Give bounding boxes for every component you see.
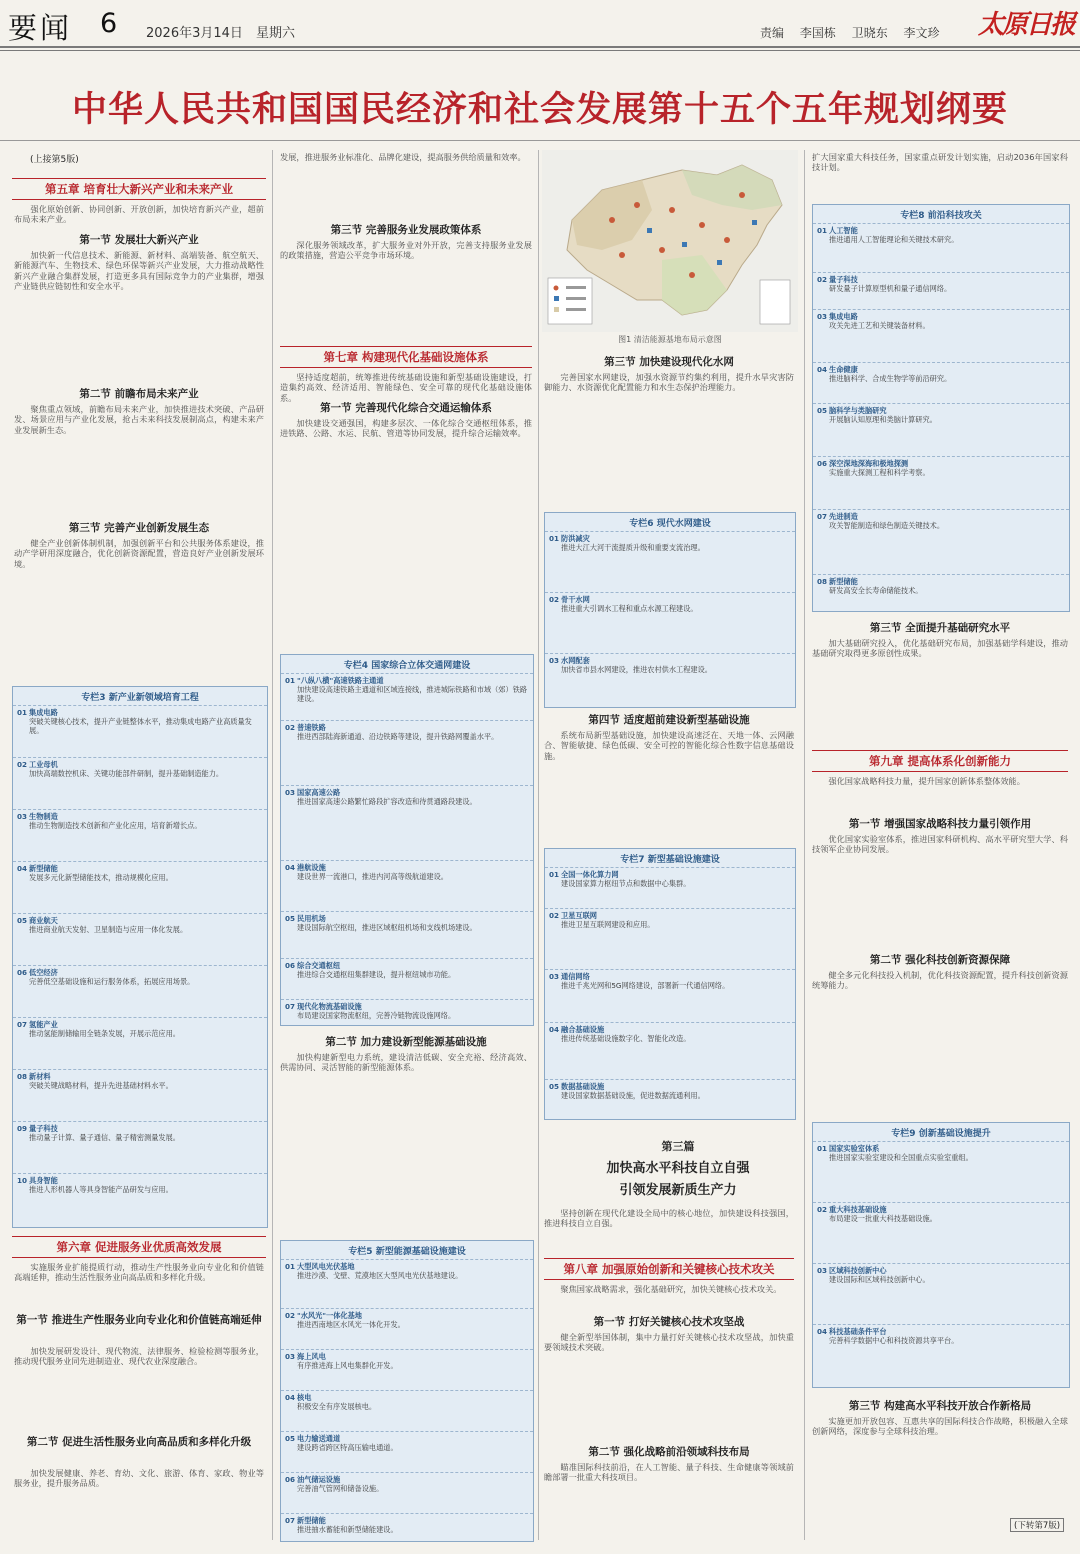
box-title: 专栏8 前沿科技攻关 [900,211,982,221]
chapter-title: 第九章 提高体系化创新能力 [812,750,1068,772]
box-title: 专栏6 现代水网建设 [629,519,711,529]
chapter-title: 第七章 构建现代化基础设施体系 [280,346,532,368]
item-name: 科技基础条件平台 [829,1327,887,1336]
item-text: 推进脑科学、合成生物学等前沿研究。 [829,374,952,383]
box-title: 专栏7 新型基础设施建设 [620,855,720,865]
item-name: "八纵八横"高速铁路主通道 [297,676,384,685]
item-text: 推进国家高速公路繁忙路段扩容改造和待贯通路段建设。 [297,797,477,806]
item-text: 推进沙漠、戈壁、荒漠地区大型风电光伏基地建设。 [297,1271,463,1280]
item-name: 普速铁路 [297,723,326,732]
chapter-intro: 强化国家战略科技力量，提升国家创新体系整体效能。 [828,776,1025,786]
item-number: 06 [17,968,28,977]
item-name: 量子科技 [29,1124,58,1133]
box-item [813,272,1069,309]
item-name: 国家实验室体系 [829,1144,880,1153]
editor-name: 李国栋 [799,26,836,40]
item-text: 推进重大引调水工程和重点水源工程建设。 [561,604,698,613]
item-name: 海上风电 [297,1352,326,1361]
box-item [13,861,267,913]
item-name: 新材料 [29,1072,51,1081]
item-number: 01 [817,226,828,235]
section-title: 第四节 适度超前建设新型基础设施 [588,714,750,726]
item-name: 电力输送通道 [297,1434,341,1443]
section-title: 第二节 前瞻布局未来产业 [79,388,199,400]
china-map-figure [542,150,798,332]
item-number: 02 [17,760,28,769]
item-text: 推进人形机器人等具身智能产品研发与应用。 [29,1185,173,1194]
item-text: 推动量子计算、量子通信、量子精密测量发展。 [29,1133,180,1142]
item-name: 通信网络 [561,972,590,981]
item-text: 攻关智能制造和绿色制造关键技术。 [829,521,945,530]
part-intro: 坚持创新在现代化建设全局中的核心地位，加快建设科技强国，推进科技自立自强。 [544,1208,794,1229]
part-title-line: 加快高水平科技自立自强 [606,1161,750,1176]
section-title: 第三节 全面提升基础研究水平 [869,622,1011,634]
item-text: 加快建设高速铁路主通道和区域连接线，推进城际铁路和市域（郊）铁路建设。 [297,685,528,703]
body-paragraph: 健全新型举国体制，集中力量打好关键核心技术攻坚战，加快重要领域技术突破。 [544,1332,794,1353]
editors [760,24,952,41]
feature-box [280,654,534,1026]
item-name: 深空深地深海和极地探测 [829,459,909,468]
item-text: 加快高端数控机床、关键功能部件研制，提升基础制造能力。 [29,769,224,778]
section-title: 第三节 加快建设现代化水网 [604,356,734,368]
body-paragraph: 发展，推进服务业标准化、品牌化建设，提高服务供给质量和效率。 [280,152,526,162]
item-number: 01 [817,1144,828,1153]
item-text: 有序推进海上风电集群化开发。 [297,1361,398,1370]
item-number: 05 [285,1434,296,1443]
part-number: 第三篇 [661,1140,695,1153]
body-paragraph: 加快发展研发设计、现代物流、法律服务、检验检测等服务业，推动现代服务业同先进制造业、现代农业深度融合。 [14,1346,264,1367]
section-title: 第三节 完善服务业发展政策体系 [330,224,482,236]
chapter-title: 第五章 培育壮大新兴产业和未来产业 [12,178,266,200]
editor-name: 李文珍 [903,26,940,40]
section-title: 第一节 发展壮大新兴产业 [79,234,199,246]
item-number: 02 [549,595,560,604]
box-list [13,705,267,1225]
item-text: 推进西南地区水风光一体化开发。 [297,1320,405,1329]
box-item [813,1141,1069,1202]
item-number: 01 [17,708,28,717]
item-name: 脑科学与类脑研究 [829,406,887,415]
box-item [545,908,795,969]
box-item [545,653,795,714]
page-headline: 中华人民共和国国民经济和社会发展第十五个五年规划纲要 [71,90,1008,130]
section-title: 第一节 完善现代化综合交通运输体系 [320,402,492,414]
box-item [813,1202,1069,1263]
item-text: 建设世界一流港口，推进内河高等级航道建设。 [297,872,448,881]
item-number: 01 [285,676,296,685]
item-number: 02 [817,275,828,284]
box-item [13,965,267,1017]
item-text: 推进卫星互联网建设和应用。 [561,920,655,929]
masthead [0,0,1080,46]
body-paragraph: 扩大国家重大科技任务，国家重点研发计划实施，启动2036年国家科技计划。 [812,152,1068,173]
editor-name: 卫晓东 [851,26,888,40]
item-number: 08 [17,1072,28,1081]
item-name: 现代化物流基础设施 [297,1002,362,1011]
box-item [13,1121,267,1173]
item-number: 02 [549,911,560,920]
item-number: 02 [285,723,296,732]
item-name: 新型储能 [829,577,858,586]
item-number: 04 [17,864,28,873]
item-name: 卫星互联网 [561,911,597,920]
body-paragraph: 加快构建新型电力系统，建设清洁低碳、安全充裕、经济高效、供需协同、灵活智能的新型能源体系。 [280,1052,532,1073]
item-name: 人工智能 [829,226,858,235]
box-item [813,509,1069,574]
item-text: 攻关先进工艺和关键装备材料。 [829,321,930,330]
item-name: 生命健康 [829,365,858,374]
box-title: 专栏4 国家综合立体交通网建设 [343,661,471,671]
item-text: 研发量子计算原型机和量子通信网络。 [829,284,952,293]
item-number: 05 [817,406,828,415]
item-text: 推进抽水蓄能和新型储能建设。 [297,1525,398,1534]
box-item [281,785,533,860]
item-name: 氢能产业 [29,1020,58,1029]
body-paragraph: 健全产业创新体制机制，加强创新平台和公共服务体系建设，推动产学研用深度融合，优化创新资源配置，营造良好产业创新发展环境。 [14,538,264,569]
item-number: 04 [549,1025,560,1034]
item-text: 推进大江大河干流提质升级和重要支流治理。 [561,543,705,552]
body-paragraph: 健全多元化科技投入机制，优化科技资源配置，提升科技创新资源统筹能力。 [812,970,1068,991]
body-paragraph: 加快发展健康、养老、育幼、文化、旅游、体育、家政、物业等服务业，提升服务品质。 [14,1468,264,1489]
issue-weekday: 星期六 [256,26,296,41]
item-name: 民用机场 [297,914,326,923]
section-title: 第二节 加力建设新型能源基础设施 [325,1036,487,1048]
item-text: 积极安全有序发展核电。 [297,1402,377,1411]
item-text: 推进商业航天发射、卫星制造与应用一体化发展。 [29,925,188,934]
chapter-title: 第六章 促进服务业优质高效发展 [12,1236,266,1258]
box-item [281,1259,533,1308]
box-title: 专栏9 创新基础设施提升 [891,1129,991,1139]
box-title: 专栏5 新型能源基础设施建设 [348,1247,466,1257]
box-item [13,1069,267,1121]
item-name: 新型储能 [297,1516,326,1525]
body-paragraph: 加快建设交通强国，构建多层次、一体化综合交通枢纽体系，推进铁路、公路、水运、民航、管道等协同发展，提升综合运输效率。 [280,418,532,439]
item-name: "水风光"一体化基地 [297,1311,362,1320]
box-item [281,1308,533,1349]
chapter-title: 第八章 加强原始创新和关键核心技术攻关 [544,1258,794,1280]
box-item [281,1349,533,1390]
item-name: 港航设施 [297,863,326,872]
item-text: 推动生物制造技术创新和产业化应用，培育新增长点。 [29,821,202,830]
column-divider [538,150,539,1540]
body-paragraph: 瞄准国际科技前沿，在人工智能、量子科技、生命健康等领域前瞻部署一批重大科技项目。 [544,1462,794,1483]
item-name: 具身智能 [29,1176,58,1185]
item-text: 建设国家算力枢纽节点和数据中心集群。 [561,879,691,888]
box-item [13,809,267,861]
item-text: 建设跨省跨区特高压输电通道。 [297,1443,398,1452]
item-name: 新型储能 [29,864,58,873]
item-number: 04 [285,863,296,872]
item-number: 01 [549,534,560,543]
box-item [13,913,267,965]
item-text: 推进综合交通枢纽集群建设，提升枢纽城市功能。 [297,970,456,979]
item-number: 04 [285,1393,296,1402]
body-paragraph: 加大基础研究投入，优化基础研究布局，加强基础学科建设，推动基础研究取得更多原创性成果。 [812,638,1068,659]
box-item [545,867,795,908]
item-name: 核电 [297,1393,312,1402]
box-item [813,223,1069,272]
box-item [813,1324,1069,1389]
item-name: 融合基础设施 [561,1025,605,1034]
item-name: 集成电路 [29,708,58,717]
section-title: 第一节 增强国家战略科技力量引领作用 [848,818,1032,830]
box-item [545,1079,795,1132]
part-heading [566,1138,790,1198]
item-number: 06 [817,459,828,468]
feature-box [812,204,1070,612]
box-item [545,531,795,592]
continued-from-note: (上接第5版) [30,155,79,165]
section-title: 第二节 强化科技创新资源保障 [869,954,1011,966]
box-item [281,958,533,999]
box-item [281,1513,533,1554]
item-text: 加快省市县水网建设，推进农村供水工程建设。 [561,665,712,674]
item-number: 05 [17,916,28,925]
item-number: 02 [817,1205,828,1214]
chapter-intro: 坚持适度超前，统筹推进传统基础设施和新型基础设施建设，打造集约高效、经济适用、智能绿色、安全可靠的现代化基础设施体系。 [280,372,532,403]
body-paragraph: 聚焦重点领域，前瞻布局未来产业，加快推进技术突破、产品研发、场景应用与产业化发展，抢占未来科技发展制高点，构建未来产业发展新生态。 [14,404,264,435]
section-title: 第三节 构建高水平科技开放合作新格局 [848,1400,1032,1412]
continued-to-note: (下转第7版) [1010,1518,1064,1532]
item-text: 布局建设国家物流枢纽，完善冷链物流设施网络。 [297,1011,456,1020]
item-text: 研发高安全长寿命储能技术。 [829,586,923,595]
item-number: 03 [285,788,296,797]
item-text: 完善低空基础设施和运行服务体系，拓展应用场景。 [29,977,195,986]
chapter-intro: 聚焦国家战略需求，强化基础研究，加快关键核心技术攻关。 [560,1284,782,1294]
feature-box [12,686,268,1228]
box-title: 专栏3 新产业新领域培育工程 [81,693,199,703]
box-item [281,860,533,911]
box-item [281,911,533,958]
item-number: 05 [285,914,296,923]
item-text: 建设国际和区域科技创新中心。 [829,1275,930,1284]
box-item [813,403,1069,456]
header-rule [0,46,1080,48]
chapter-intro: 实施服务业扩能提质行动，推动生产性服务业向专业化和价值链高端延伸，推动生活性服务业向高品质和多样化升级。 [14,1262,264,1283]
item-text: 开展脑认知原理和类脑计算研究。 [829,415,937,424]
page-number: 6 [100,8,118,39]
section-title: 第三节 完善产业创新发展生态 [68,522,210,534]
item-text: 布局建设一批重大科技基础设施。 [829,1214,937,1223]
item-number: 03 [549,972,560,981]
item-name: 生物制造 [29,812,58,821]
item-name: 区域科技创新中心 [829,1266,887,1275]
item-text: 完善油气管网和储备设施。 [297,1484,384,1493]
china-map-graphic [542,150,798,332]
item-number: 03 [285,1352,296,1361]
item-text: 推进西部陆海新通道、沿边铁路等建设，提升铁路网覆盖水平。 [297,732,499,741]
item-name: 集成电路 [829,312,858,321]
item-text: 实施重大探测工程和科学考察。 [829,468,930,477]
item-number: 03 [17,812,28,821]
item-text: 推进国家实验室建设和全国重点实验室重组。 [829,1153,973,1162]
item-name: 先进制造 [829,512,858,521]
box-item [13,757,267,809]
item-text: 发展多元化新型储能技术，推动规模化应用。 [29,873,173,882]
item-text: 建设国际航空枢纽，推进区域枢纽机场和支线机场建设。 [297,923,477,932]
section-name: 要闻 [8,11,73,45]
item-text: 推动氢能制储输用全链条发展，开展示范应用。 [29,1029,180,1038]
item-number: 03 [817,312,828,321]
item-number: 07 [285,1002,296,1011]
editor-label: 责编 [760,26,785,40]
headline-rule [0,140,1080,141]
box-item [281,1431,533,1472]
figure-caption: 图1 清洁能源基地布局示意图 [618,335,722,344]
item-name: 油气储运设施 [297,1475,341,1484]
body-paragraph: 优化国家实验室体系，推进国家科研机构、高水平研究型大学、科技领军企业协同发展。 [812,834,1068,855]
item-name: 水网配套 [561,656,590,665]
box-item [813,1263,1069,1324]
box-item [281,1390,533,1431]
box-item [281,1472,533,1513]
item-name: 综合交通枢纽 [297,961,341,970]
feature-box [280,1240,534,1542]
feature-box [544,848,796,1120]
part-title-line: 引领发展新质生产力 [619,1183,737,1198]
item-number: 07 [285,1516,296,1525]
box-item [813,362,1069,403]
item-text: 完善科学数据中心和科技资源共享平台。 [829,1336,959,1345]
item-number: 01 [285,1262,296,1271]
box-item [545,1022,795,1079]
item-name: 量子科技 [829,275,858,284]
box-item [13,705,267,757]
item-number: 07 [817,512,828,521]
item-name: 骨干水网 [561,595,590,604]
body-paragraph: 完善国家水网建设，加强水资源节约集约利用，提升水旱灾害防御能力、水资源优化配置能力和水生态保护治理能力。 [544,372,794,393]
body-paragraph: 加快新一代信息技术、新能源、新材料、高端装备、航空航天、新能源汽车、生物技术、绿色环保等新兴产业发展，大力推动战略性新兴产业融合集群发展，打造更多具有国际竞争力的产业集群，增强产业链供应链韧性和安全水平。 [14,250,264,291]
item-name: 大型风电光伏基地 [297,1262,355,1271]
box-item [13,1017,267,1069]
body-paragraph: 系统布局新型基础设施，加快建设高速泛在、天地一体、云网融合、智能敏捷、绿色低碳、安全可控的智能化综合性数字信息基础设施。 [544,730,794,761]
item-number: 05 [549,1082,560,1091]
item-number: 06 [285,1475,296,1484]
item-name: 商业航天 [29,916,58,925]
box-item [545,592,795,653]
item-text: 推进千兆光网和5G网络建设，部署新一代通信网络。 [561,981,730,990]
body-paragraph: 实施更加开放包容、互惠共享的国际科技合作战略，积极融入全球创新网络，深度参与全球科技治理。 [812,1416,1068,1437]
item-name: 数据基础设施 [561,1082,605,1091]
header-rule-thin [0,50,1080,51]
item-text: 突破关键战略材料，提升先进基础材料水平。 [29,1081,173,1090]
item-number: 04 [817,365,828,374]
column-divider [804,150,805,1540]
item-number: 03 [817,1266,828,1275]
item-number: 03 [549,656,560,665]
item-text: 突破关键核心技术，提升产业链整体水平，推动集成电路产业高质量发展。 [29,717,252,735]
section-title: 第二节 促进生活性服务业向高品质和多样化升级 [26,1436,252,1448]
item-number: 10 [17,1176,28,1185]
item-number: 04 [817,1327,828,1336]
section-title: 第一节 打好关键核心技术攻坚战 [593,1316,745,1328]
feature-box [812,1122,1070,1388]
box-item [813,309,1069,362]
box-item [813,456,1069,509]
item-name: 重大科技基础设施 [829,1205,887,1214]
item-number: 02 [285,1311,296,1320]
item-name: 低空经济 [29,968,58,977]
item-number: 06 [285,961,296,970]
newspaper-logo: 太原日报 [978,10,1075,40]
item-name: 全国一体化算力网 [561,870,619,879]
section-title: 第一节 推进生产性服务业向专业化和价值链高端延伸 [16,1314,262,1326]
box-item [13,1173,267,1225]
box-item [281,720,533,785]
section-title: 第二节 强化战略前沿领域科技布局 [588,1446,750,1458]
issue-date: 2026年3月14日 [146,26,243,41]
feature-box [544,512,796,708]
item-text: 推进通用人工智能理论和关键技术研究。 [829,235,959,244]
item-name: 国家高速公路 [297,788,341,797]
box-item [281,673,533,720]
item-number: 01 [549,870,560,879]
item-name: 防洪减灾 [561,534,590,543]
body-paragraph: 深化服务领域改革，扩大服务业对外开放，完善支持服务业发展的政策措施，营造公平竞争市场环境。 [280,240,532,261]
item-number: 07 [17,1020,28,1029]
box-item [545,969,795,1022]
item-name: 工业母机 [29,760,58,769]
item-number: 08 [817,577,828,586]
item-text: 建设国家数据基础设施，促进数据流通利用。 [561,1091,705,1100]
column-divider [272,150,273,1540]
chapter-intro: 强化原始创新、协同创新、开放创新，加快培育新兴产业，超前布局未来产业。 [14,204,264,225]
item-text: 推进传统基础设施数字化、智能化改造。 [561,1034,691,1043]
item-number: 09 [17,1124,28,1133]
